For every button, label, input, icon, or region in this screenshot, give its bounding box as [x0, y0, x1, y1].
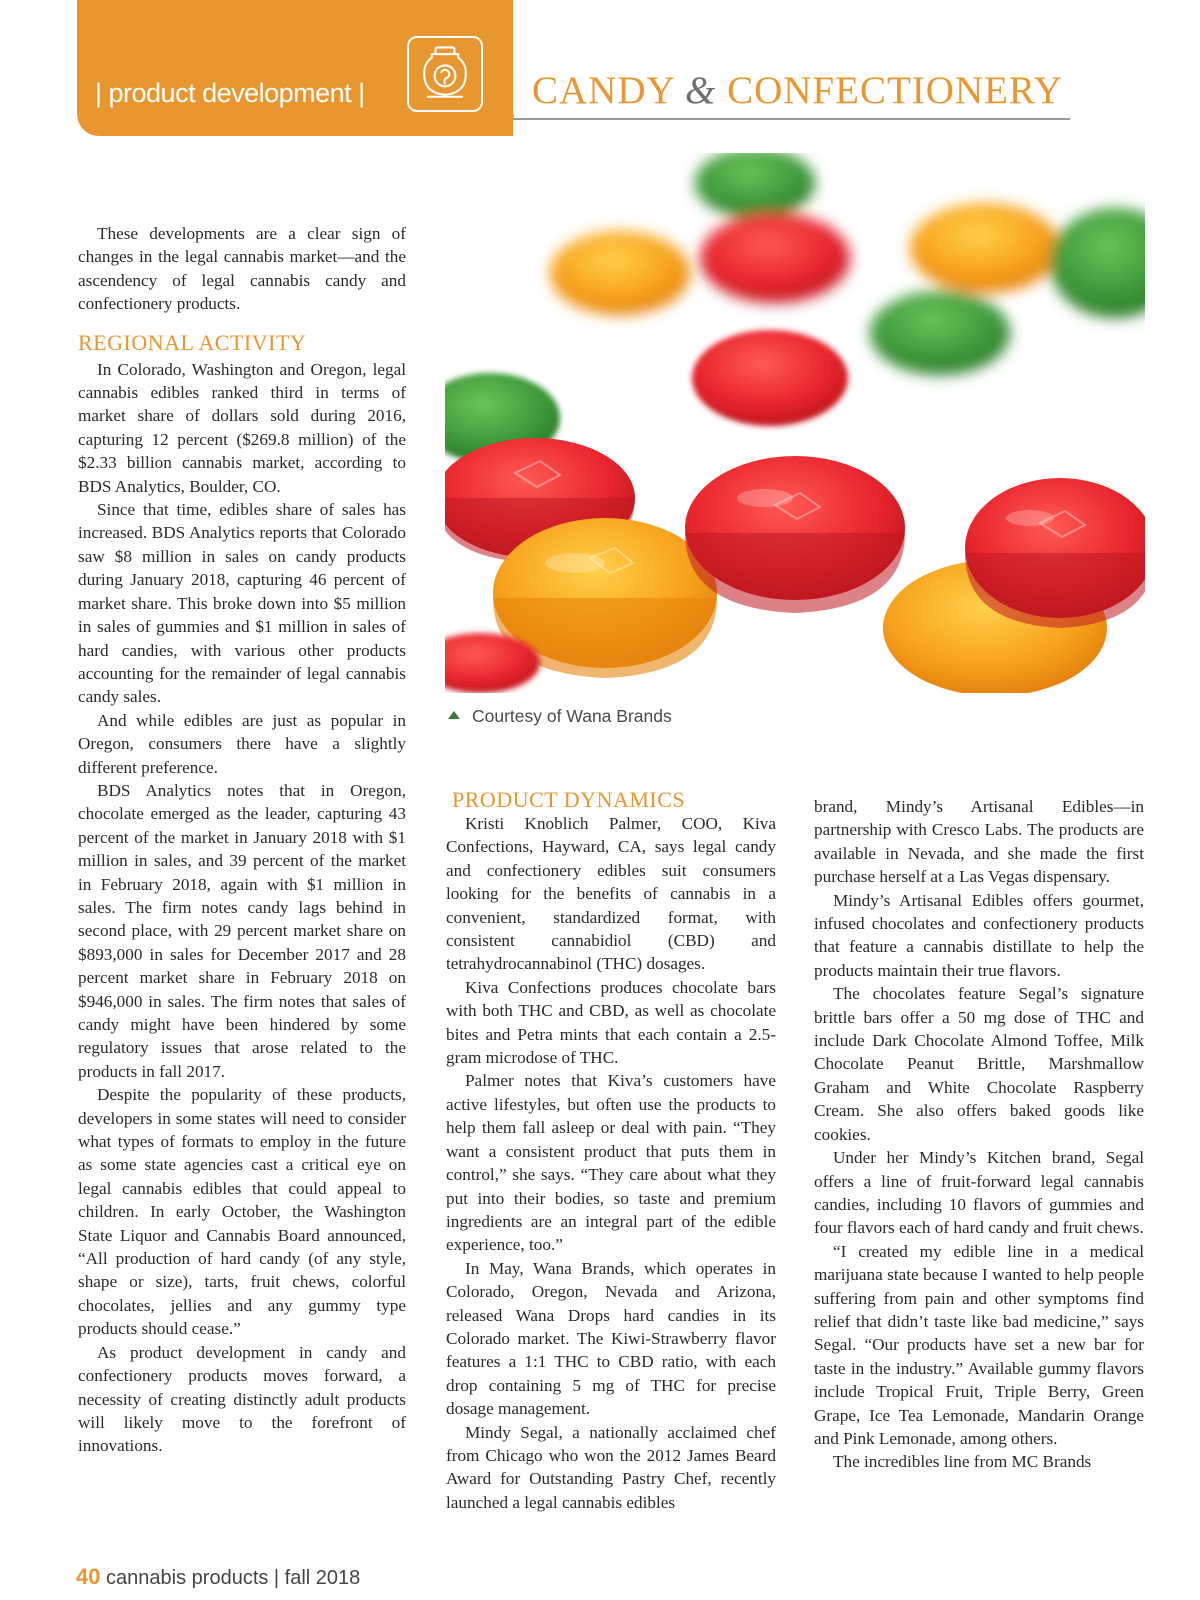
body-paragraph: The incredibles line from MC Brands — [833, 1452, 1092, 1472]
page-title — [532, 68, 1063, 113]
header-tab — [77, 0, 513, 136]
body-paragraph: As product development in candy and confectionery products moves forward, a necessity of creating distinctly adult products will likely move to the forefront of innovations. — [78, 1342, 406, 1456]
caption-text: Courtesy of Wana Brands — [472, 706, 672, 726]
body-paragraph: Since that time, edibles share of sales has increased. BDS Analytics reports that Colorado saw $8 million in sales on candy products during January 2018, capturing 46 percent of market share. This broke down into $5 million in sales of gummies and $1 million in sales of hard candies, with various other products accounting for the remainder of legal cannabis candy sales. — [78, 500, 406, 707]
body-paragraph: Kiva Confections produces chocolate bars with both THC and CBD, as well as chocolate bites and Petra mints that each contain a 2.5-gram microdose of THC. — [446, 977, 776, 1068]
photo-caption — [448, 706, 672, 727]
title-part-1: CANDY — [532, 69, 675, 112]
candy-jar-icon — [407, 36, 483, 112]
body-paragraph: And while edibles are just as popular in Oregon, consumers there have a slightly different preference. — [78, 710, 406, 777]
title-rule — [513, 118, 1070, 120]
body-paragraph: Palmer notes that Kiva’s customers have active lifestyles, but often use the products to help them fall asleep or deal with pain. “They want a consistent product that puts them in control,” she says. “They care about what they put into their bodies, so taste and premium ingredients are an integral part of the edible experience, too.” — [446, 1071, 776, 1255]
body-paragraph: In May, Wana Brands, which operates in Colorado, Oregon, Nevada and Arizona, released Wana Drops hard candies in its Colorado market. The Kiwi-Strawberry flavor features a 1:1 THC to CBD ratio, with each drop containing 5 mg of THC for precise dosage management. — [446, 1258, 776, 1419]
column-3 — [814, 795, 1144, 1474]
body-paragraph: Kristi Knoblich Palmer, COO, Kiva Confections, Hayward, CA, says legal candy and confectionery edibles suit consumers looking for the benefits of cannabis in a convenient, standardized format, with consistent cannabidiol (CBD) and tetrahydrocannabinol (THC) dosages. — [446, 814, 776, 974]
body-paragraph: Mindy’s Artisanal Edibles offers gourmet, infused chocolates and confectionery products that feature a cannabis distillate to help the products maintain their true flavors. — [814, 890, 1144, 980]
body-paragraph: Under her Mindy’s Kitchen brand, Segal offers a line of fruit-forward legal cannabis candies, including 10 flavors of gummies and four flavors each of hard candy and fruit chews. — [814, 1148, 1144, 1238]
page-footer — [76, 1564, 360, 1590]
body-paragraph: “I created my edible line in a medical marijuana state because I wanted to help people suffering from pain and other symptoms find relief that didn’t taste like bad medicine,” says Segal. “Our products have set a new bar for taste in the industry.” Available gummy flavors include Tropical Fruit, Triple Berry, Green Grape, Ice Tea Lemonade, Mandarin Orange and Pink Lemonade, among others. — [814, 1241, 1144, 1448]
body-paragraph: Despite the popularity of these products, developers in some states will need to consider what types of formats to employ in the future as some state agencies cast a critical eye on legal cannabis edibles that could appeal to children. In early October, the Washington State Liquor and Cannabis Board announced, “All production of hard candy (of any style, shape or size), tarts, fruit chews, colorful chocolates, jellies and any gummy type products should cease.” — [78, 1085, 406, 1339]
section-label: | product development | — [95, 78, 365, 108]
publication-info: cannabis products | fall 2018 — [106, 1567, 361, 1589]
page-number: 40 — [76, 1564, 101, 1589]
title-ampersand: & — [684, 69, 717, 112]
body-paragraph: Mindy Segal, a nationally acclaimed chef from Chicago who won the 2012 James Beard Award for Outstanding Pastry Chef, recently launched a legal cannabis edibles — [446, 1422, 776, 1512]
subhead-product-dynamics: PRODUCT DYNAMICS — [452, 787, 686, 812]
intro-paragraph: These developments are a clear sign of changes in the legal cannabis market—and the ascendency of legal cannabis candy and confectionery products. — [78, 224, 406, 314]
body-paragraph: The chocolates feature Segal’s signature brittle bars offer a 50 mg dose of THC and include Dark Chocolate Almond Toffee, Milk Chocolate Peanut Brittle, Marshmallow Graham and White Chocolate Raspberry Cream. She also offers baked goods like cookies. — [814, 984, 1144, 1144]
column-1 — [78, 222, 406, 1458]
subhead-regional-activity: REGIONAL ACTIVITY — [78, 329, 307, 355]
caret-up-icon — [448, 711, 460, 719]
continued-paragraph: brand, Mindy’s Artisanal Edibles—in partnership with Cresco Labs. The products are available in Nevada, and she made the first purchase herself at a Las Vegas dispensary. — [814, 797, 1144, 887]
column-2 — [446, 812, 776, 1514]
body-paragraph: In Colorado, Washington and Oregon, legal cannabis edibles ranked third in terms of market share of dollars sold during 2016, capturing 12 percent ($269.8 million) of the $2.33 billion cannabis market, according to BDS Analytics, Boulder, CO. — [78, 359, 406, 496]
body-paragraph: BDS Analytics notes that in Oregon, chocolate emerged as the leader, capturing 43 percent of the market in January 2018 with $1 million in sales, and 39 percent of the market in February 2018, again with $1 million in sales. The firm notes candy lags behind in second place, with 29 percent market share on $893,000 in sales for December 2017 and 28 percent market share in February 2018 on $946,000 in sales. The firm notes that sales of candy might have been hindered by some regulatory issues that arose related to the products in fall 2017. — [78, 780, 406, 1081]
title-part-2: CONFECTIONERY — [727, 69, 1063, 112]
gummy-candy-photo — [445, 153, 1145, 693]
